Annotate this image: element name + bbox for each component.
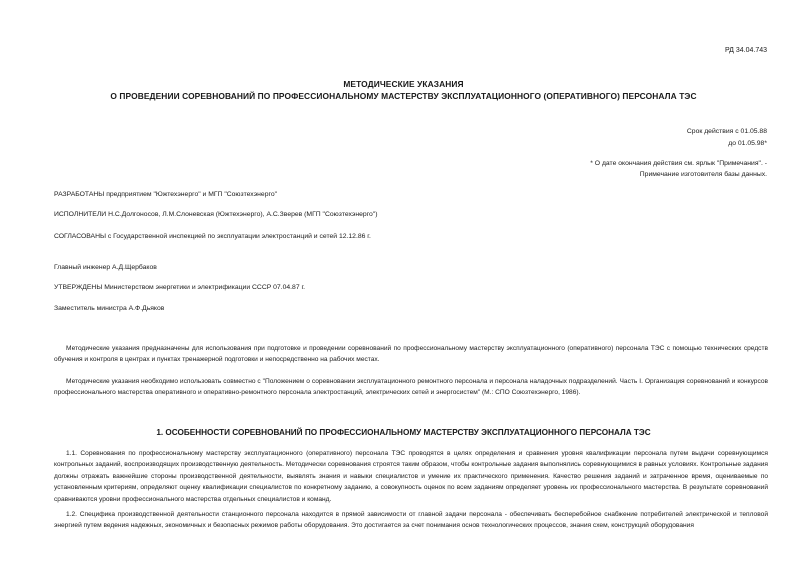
database-note-line1: * О дате окончания действия см. ярлык "Примечания". - (590, 160, 767, 167)
deputy-minister: Заместитель министра А.Ф.Дьяков (54, 305, 165, 312)
agreed-by: СОГЛАСОВАНЫ с Государственной инспекцией по эксплуатации электростанций и сетей 12.12.86 г. (54, 233, 371, 240)
intro-paragraph-2: Методические указания необходимо использовать совместно с "Положением о соревновании эксплуатационного ремонтного персонала и персонала наладочных подразделений. Часть I. Организация соревнований и конкурсов профессионального мастерства оперативного и оперативно-ремонтного персонала электростанций, электрических сетей и энергосистем" (М.: СПО Союзтехэнерго, 1986). (54, 378, 768, 397)
validity-start: Срок действия с 01.05.88 (686, 128, 767, 135)
document-title-line1: МЕТОДИЧЕСКИЕ УКАЗАНИЯ (343, 79, 464, 89)
database-note-line2: Примечание изготовителя базы данных. (639, 171, 767, 178)
developed-by: РАЗРАБОТАНЫ предприятием "Южтехэнерго" и МГП "Союзтехэнерго" (54, 191, 278, 198)
document-title-line2: О ПРОВЕДЕНИИ СОРЕВНОВАНИЙ ПО ПРОФЕССИОНАЛЬНОМУ МАСТЕРСТВУ ЭКСПЛУАТАЦИОННОГО (ОПЕРАТИВНОГО) ПЕРСОНАЛА ТЭС (110, 91, 697, 101)
chief-engineer: Главный инженер А.Д.Щербаков (54, 264, 157, 271)
document-id: РД 34.04.743 (724, 47, 767, 54)
intro-paragraph-1: Методические указания предназначены для использования при подготовке и проведении соревнований по профессиональному мастерству эксплуатационного (оперативного) персонала ТЭС с помощью технических средств обучения и контроля в центрах и пунктах тренажерной подготовки и непосредственно на рабочих местах. (54, 345, 768, 364)
executors: ИСПОЛНИТЕЛИ Н.С.Долгоносов, Л.М.Слоневская (Южтехэнерго), А.С.Зверев (МГП "Союзтехэнерго") (54, 211, 378, 218)
approved-by: УТВЕРЖДЕНЫ Министерством энергетики и электрификации СССР 07.04.87 г. (54, 284, 306, 291)
paragraph-1-1: 1.1. Соревнования по профессиональному мастерству эксплуатационного (оперативного) персонала ТЭС проводятся в целях определения и сравнения уровня квалификации персонала путем выдачи соревнующимся контрольных заданий, воспроизводящих производственную деятельность. Методически соревнования строятся таким образом, чтобы контрольные задания выполнялись соревнующимися в равных условиях. Контрольные задания должны отражать важнейшие стороны производственной деятельности, выявлять знания и навыки специалистов и умение их практического применения. Качество решения заданий и затраченное время, оцениваемые по установленным критериям, определяют оценку квалификации специалистов по конкретному заданию, а совокупность оценок по всем заданиям определяет уровень их профессионального мастерства. В результате соревнований сравниваются уровни профессионального мастерства отдельных специалистов и команд. (54, 450, 768, 503)
section-1-heading: 1. ОСОБЕННОСТИ СОРЕВНОВАНИЙ ПО ПРОФЕССИОНАЛЬНОМУ МАСТЕРСТВУ ЭКСПЛУАТАЦИОННОГО ПЕРСОНАЛА ТЭС (156, 428, 651, 437)
paragraph-1-2: 1.2. Специфика производственной деятельности станционного персонала находится в прямой зависимости от главной задачи персонала - обеспечивать бесперебойное снабжение потребителей электрической и тепловой энергией путем ведения надежных, экономичных и безопасных режимов работы оборудования. Это достигается за счет понимания основ технологических процессов, знания схем, конструкций оборудования (54, 511, 768, 530)
validity-end: до 01.05.98* (728, 140, 767, 147)
